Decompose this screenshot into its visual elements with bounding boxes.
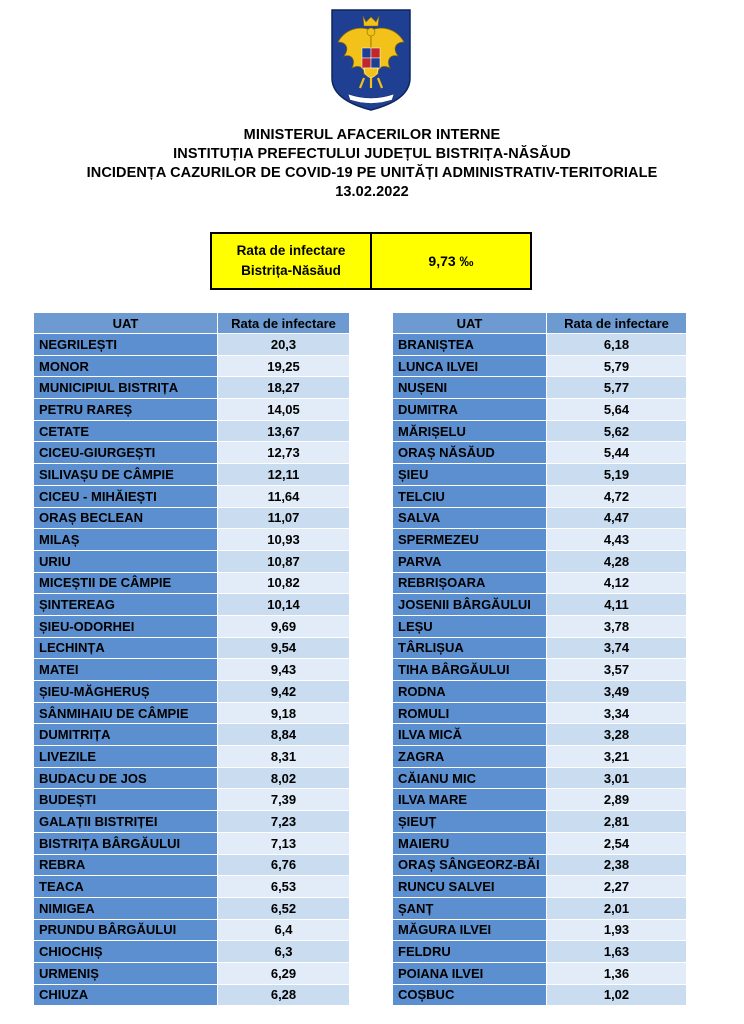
- column-header-rate: Rata de infectare: [547, 313, 687, 334]
- infection-rate-cell: 18,27: [218, 377, 350, 399]
- infection-rate-cell: 6,18: [547, 334, 687, 356]
- uat-name-cell: ȘIEU: [393, 464, 547, 486]
- document-header: [0, 126, 744, 202]
- infection-rate-cell: 1,93: [547, 919, 687, 941]
- uat-name-cell: LIVEZILE: [34, 746, 218, 768]
- uat-name-cell: URMENIȘ: [34, 962, 218, 984]
- table-row: [393, 355, 687, 377]
- table-row: [393, 442, 687, 464]
- uat-name-cell: NUȘENI: [393, 377, 547, 399]
- left-table-body: [34, 334, 350, 1006]
- table-row: [393, 529, 687, 551]
- table-row: [34, 876, 350, 898]
- infection-rate-cell: 7,13: [218, 832, 350, 854]
- infection-rate-cell: 10,14: [218, 594, 350, 616]
- table-row: [393, 681, 687, 703]
- table-row: [34, 485, 350, 507]
- table-row: [393, 377, 687, 399]
- table-row: [34, 919, 350, 941]
- uat-name-cell: CETATE: [34, 420, 218, 442]
- table-row: [34, 681, 350, 703]
- uat-name-cell: LECHINȚA: [34, 637, 218, 659]
- infection-rate-cell: 8,02: [218, 767, 350, 789]
- infection-rate-cell: 3,74: [547, 637, 687, 659]
- uat-name-cell: TIHA BÂRGĂULUI: [393, 659, 547, 681]
- uat-name-cell: CHIOCHIȘ: [34, 941, 218, 963]
- infection-rate-cell: 9,69: [218, 615, 350, 637]
- uat-name-cell: NIMIGEA: [34, 897, 218, 919]
- uat-name-cell: SÂNMIHAIU DE CÂMPIE: [34, 702, 218, 724]
- infection-rate-cell: 3,57: [547, 659, 687, 681]
- uat-name-cell: ORAȘ BECLEAN: [34, 507, 218, 529]
- table-row: [393, 572, 687, 594]
- infection-rate-cell: 2,89: [547, 789, 687, 811]
- uat-name-cell: SILIVAȘU DE CÂMPIE: [34, 464, 218, 486]
- infection-rate-cell: 2,54: [547, 832, 687, 854]
- table-row: [393, 420, 687, 442]
- table-row: [393, 854, 687, 876]
- table-row: [34, 615, 350, 637]
- uat-name-cell: TEACA: [34, 876, 218, 898]
- uat-name-cell: BRANIȘTEA: [393, 334, 547, 356]
- uat-name-cell: CICEU-GIURGEȘTI: [34, 442, 218, 464]
- table-row: [393, 767, 687, 789]
- infection-rate-cell: 8,84: [218, 724, 350, 746]
- infection-rate-cell: 6,52: [218, 897, 350, 919]
- table-row: [34, 420, 350, 442]
- uat-name-cell: BISTRIȚA BÂRGĂULUI: [34, 832, 218, 854]
- infection-rate-cell: 2,81: [547, 811, 687, 833]
- table-row: [34, 811, 350, 833]
- table-row: [393, 334, 687, 356]
- table-row: [393, 962, 687, 984]
- uat-name-cell: TELCIU: [393, 485, 547, 507]
- county-rate-label-line2: Bistrița-Năsăud: [241, 263, 341, 278]
- infection-rate-cell: 1,63: [547, 941, 687, 963]
- infection-rate-cell: 7,39: [218, 789, 350, 811]
- uat-name-cell: ILVA MICĂ: [393, 724, 547, 746]
- uat-name-cell: JOSENII BÂRGĂULUI: [393, 594, 547, 616]
- infection-rate-cell: 10,93: [218, 529, 350, 551]
- infection-rate-cell: 13,67: [218, 420, 350, 442]
- infection-rate-cell: 5,44: [547, 442, 687, 464]
- infection-rate-cell: 10,82: [218, 572, 350, 594]
- uat-name-cell: NEGRILEȘTI: [34, 334, 218, 356]
- uat-name-cell: PARVA: [393, 550, 547, 572]
- uat-name-cell: URIU: [34, 550, 218, 572]
- infection-rate-cell: 2,38: [547, 854, 687, 876]
- table-row: [393, 507, 687, 529]
- infection-rate-cell: 3,21: [547, 746, 687, 768]
- infection-rate-cell: 2,27: [547, 876, 687, 898]
- table-row: [393, 919, 687, 941]
- uat-name-cell: RODNA: [393, 681, 547, 703]
- infection-rate-cell: 9,18: [218, 702, 350, 724]
- uat-name-cell: ILVA MARE: [393, 789, 547, 811]
- infection-rate-cell: 12,11: [218, 464, 350, 486]
- uat-name-cell: REBRIȘOARA: [393, 572, 547, 594]
- infection-rate-cell: 6,53: [218, 876, 350, 898]
- county-rate-label: [212, 234, 372, 288]
- table-row: [393, 550, 687, 572]
- uat-name-cell: MĂGURA ILVEI: [393, 919, 547, 941]
- uat-name-cell: LEȘU: [393, 615, 547, 637]
- infection-rate-cell: 3,78: [547, 615, 687, 637]
- uat-name-cell: ȘINTEREAG: [34, 594, 218, 616]
- table-row: [34, 529, 350, 551]
- infection-rate-cell: 7,23: [218, 811, 350, 833]
- table-row: [393, 789, 687, 811]
- uat-name-cell: SPERMEZEU: [393, 529, 547, 551]
- table-row: [393, 615, 687, 637]
- report-title: INCIDENȚA CAZURILOR DE COVID-19 PE UNITĂȚI ADMINISTRATIV-TERITORIALE: [86, 165, 658, 181]
- table-row: [34, 854, 350, 876]
- table-row: [34, 442, 350, 464]
- infection-rate-cell: 4,28: [547, 550, 687, 572]
- infection-rate-cell: 5,77: [547, 377, 687, 399]
- infection-rate-cell: 8,31: [218, 746, 350, 768]
- table-row: [393, 637, 687, 659]
- uat-name-cell: FELDRU: [393, 941, 547, 963]
- uat-name-cell: ȘIEUȚ: [393, 811, 547, 833]
- uat-name-cell: MĂRIȘELU: [393, 420, 547, 442]
- infection-rate-cell: 4,11: [547, 594, 687, 616]
- uat-name-cell: SALVA: [393, 507, 547, 529]
- romanian-coat-of-arms-icon: [330, 8, 412, 112]
- institution-title: INSTITUȚIA PREFECTULUI JUDEȚUL BISTRIȚA-NĂSĂUD: [173, 146, 571, 162]
- table-row: [393, 746, 687, 768]
- table-row: [393, 984, 687, 1006]
- infection-rate-cell: 3,01: [547, 767, 687, 789]
- table-row: [34, 897, 350, 919]
- column-header-uat: UAT: [34, 313, 218, 334]
- table-row: [393, 464, 687, 486]
- uat-name-cell: ORAȘ NĂSĂUD: [393, 442, 547, 464]
- infection-rate-cell: 11,64: [218, 485, 350, 507]
- table-row: [34, 941, 350, 963]
- table-header-row: [34, 313, 350, 334]
- infection-rate-cell: 5,62: [547, 420, 687, 442]
- uat-name-cell: DUMITRA: [393, 399, 547, 421]
- table-row: [34, 789, 350, 811]
- infection-rate-cell: 11,07: [218, 507, 350, 529]
- infection-rate-cell: 2,01: [547, 897, 687, 919]
- uat-name-cell: MATEI: [34, 659, 218, 681]
- uat-name-cell: BUDEȘTI: [34, 789, 218, 811]
- table-row: [393, 485, 687, 507]
- table-row: [34, 399, 350, 421]
- uat-name-cell: TÂRLIȘUA: [393, 637, 547, 659]
- table-row: [34, 377, 350, 399]
- infection-rate-cell: 14,05: [218, 399, 350, 421]
- table-row: [34, 767, 350, 789]
- table-row: [34, 659, 350, 681]
- infection-rate-cell: 6,4: [218, 919, 350, 941]
- uat-name-cell: LUNCA ILVEI: [393, 355, 547, 377]
- infection-rate-cell: 12,73: [218, 442, 350, 464]
- infection-rate-cell: 4,47: [547, 507, 687, 529]
- uat-name-cell: REBRA: [34, 854, 218, 876]
- table-row: [34, 832, 350, 854]
- infection-rate-cell: 19,25: [218, 355, 350, 377]
- uat-name-cell: GALAȚII BISTRIȚEI: [34, 811, 218, 833]
- infection-rate-cell: 6,29: [218, 962, 350, 984]
- uat-name-cell: PRUNDU BÂRGĂULUI: [34, 919, 218, 941]
- uat-name-cell: COȘBUC: [393, 984, 547, 1006]
- infection-rate-cell: 4,12: [547, 572, 687, 594]
- table-row: [34, 746, 350, 768]
- column-header-uat: UAT: [393, 313, 547, 334]
- infection-rate-cell: 1,02: [547, 984, 687, 1006]
- infection-rate-cell: 6,28: [218, 984, 350, 1006]
- uat-name-cell: ROMULI: [393, 702, 547, 724]
- table-row: [393, 594, 687, 616]
- infection-rate-cell: 6,3: [218, 941, 350, 963]
- county-rate-box: [210, 232, 532, 290]
- table-row: [393, 702, 687, 724]
- table-row: [34, 984, 350, 1006]
- uat-name-cell: MUNICIPIUL BISTRIȚA: [34, 377, 218, 399]
- uat-name-cell: CHIUZA: [34, 984, 218, 1006]
- table-row: [34, 637, 350, 659]
- table-row: [34, 572, 350, 594]
- uat-name-cell: ȘIEU-MĂGHERUȘ: [34, 681, 218, 703]
- uat-name-cell: ȘIEU-ODORHEI: [34, 615, 218, 637]
- uat-name-cell: PETRU RAREȘ: [34, 399, 218, 421]
- table-row: [34, 962, 350, 984]
- right-table-body: [393, 334, 687, 1006]
- table-row: [34, 464, 350, 486]
- uat-name-cell: CICEU - MIHĂIEȘTI: [34, 485, 218, 507]
- table-row: [34, 724, 350, 746]
- uat-name-cell: POIANA ILVEI: [393, 962, 547, 984]
- uat-name-cell: ORAȘ SÂNGEORZ-BĂI: [393, 854, 547, 876]
- uat-name-cell: ȘANȚ: [393, 897, 547, 919]
- uat-name-cell: MILAȘ: [34, 529, 218, 551]
- infection-rate-cell: 5,79: [547, 355, 687, 377]
- table-row: [34, 550, 350, 572]
- table-row: [393, 659, 687, 681]
- infection-rate-cell: 4,43: [547, 529, 687, 551]
- table-row: [34, 702, 350, 724]
- infection-rate-cell: 10,87: [218, 550, 350, 572]
- infection-rate-cell: 20,3: [218, 334, 350, 356]
- uat-name-cell: CĂIANU MIC: [393, 767, 547, 789]
- table-row: [393, 941, 687, 963]
- uat-name-cell: MONOR: [34, 355, 218, 377]
- infection-rate-cell: 9,54: [218, 637, 350, 659]
- infection-rate-cell: 5,19: [547, 464, 687, 486]
- uat-name-cell: RUNCU SALVEI: [393, 876, 547, 898]
- table-row: [34, 334, 350, 356]
- infection-rate-cell: 6,76: [218, 854, 350, 876]
- infection-rate-cell: 1,36: [547, 962, 687, 984]
- table-row: [393, 832, 687, 854]
- left-rate-table: [33, 312, 350, 1006]
- infection-rate-cell: 3,49: [547, 681, 687, 703]
- infection-rate-cell: 4,72: [547, 485, 687, 507]
- infection-rate-cell: 5,64: [547, 399, 687, 421]
- table-row: [393, 876, 687, 898]
- table-row: [34, 355, 350, 377]
- report-date: 13.02.2022: [335, 184, 409, 200]
- table-row: [34, 507, 350, 529]
- infection-rate-cell: 9,43: [218, 659, 350, 681]
- column-header-rate: Rata de infectare: [218, 313, 350, 334]
- infection-rate-cell: 3,28: [547, 724, 687, 746]
- uat-name-cell: MAIERU: [393, 832, 547, 854]
- table-row: [393, 897, 687, 919]
- uat-name-cell: ZAGRA: [393, 746, 547, 768]
- uat-name-cell: DUMITRIȚA: [34, 724, 218, 746]
- county-rate-label-line1: Rata de infectare: [236, 243, 346, 258]
- ministry-title: MINISTERUL AFACERILOR INTERNE: [243, 127, 501, 143]
- infection-rate-cell: 9,42: [218, 681, 350, 703]
- table-row: [393, 399, 687, 421]
- table-row: [34, 594, 350, 616]
- infection-rate-cell: 3,34: [547, 702, 687, 724]
- county-rate-value: 9,73 ‰: [428, 253, 474, 269]
- table-row: [393, 724, 687, 746]
- right-rate-table: [392, 312, 687, 1006]
- uat-name-cell: MICEȘTII DE CÂMPIE: [34, 572, 218, 594]
- table-header-row: [393, 313, 687, 334]
- uat-name-cell: BUDACU DE JOS: [34, 767, 218, 789]
- table-row: [393, 811, 687, 833]
